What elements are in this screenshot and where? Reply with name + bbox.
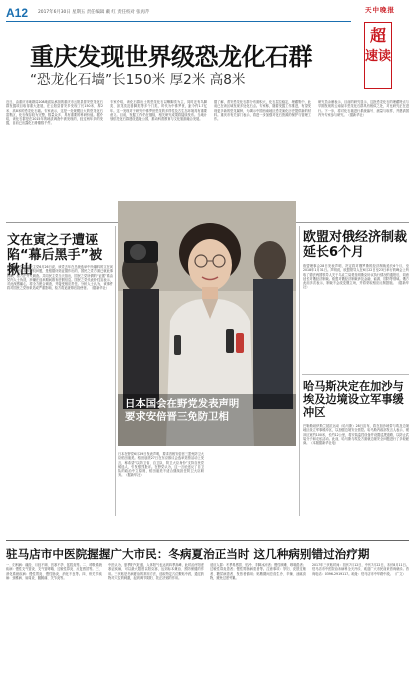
lead-column-3: 据了解，普安恐龙化石群分布面积大，化石层位稳定，埋藏集中，此前已在该区域发现多处化石点。专家称，随着发掘工作推进，有望发现更多新的恐龙属种，为揭示中国西南地区恐龙演化历史提供新的材料。重庆市有关部门表示，将进一步加强对化石资源的保护与管理工作。 [214,100,311,122]
lead-column-1: 近日，由重庆市地勘局208地质队承担的重庆市云阳县普安恐龙化石群发掘项目取得重大进展，在云阳县普安乡发现了长150米、厚2米、高8米的恐龙化石墙。专家表示，这是一处规模巨大的恐龙化石富集区，化石保存较为完整，数量众多，具有重要的科研价值。据介绍，该化石群是在2015年的地质调查中被发现的，经过两年多的发掘，目前已出露化石骨骼数千件。 [6,100,103,126]
eu-sanctions-body: 欧盟理事会28日发表声明，决定将对俄罗斯的经济制裁延长6个月，至2018年1月31日。声明说，欧盟领导人在6月22日至23日举行的峰会上听取了德法两国领导人关于乌克兰局势及明斯克协议执行情况的通报后，同意延长对俄经济制裁。欧盟对俄经济制裁涉及金融、能源、国防等领域。俄方此前多次表示，制裁不会改变俄立场，并将采取相应反制措施。（据新华社） [303,264,409,290]
bottom-column-4: 2017年三伏贴时间：初伏7月12日，中伏7月22日，末伏8月11日。驻马店市中医院治未病科全天开诊，欢迎广大市民前来咨询就诊。咨询电话：0396-2919117。地址：驻马店市中华路中段。（广文） [312,563,409,576]
column-divider [115,226,116,516]
bottom-article-title: 驻马店市中医院握握广大市民：冬病夏治正当时 这几种病别错过治疗期 [6,547,370,561]
badge-line-2: 速读 [365,49,392,64]
photo-story-body-cont [209,452,296,514]
page-number: A12 [6,6,29,20]
lead-column-2: 专家介绍，该化石群出土的恐龙化石以蜥脚类为主，同时还有鸟脚类、剑龙类及兽脚类等多个门类，时代为中侏罗世，距今约1.7亿年。这一发现对于研究中侏罗世恐龙的多样性及古生态环境具有重要意义。目前，发掘工作仍在继续，相关研究成果将陆续发布。当地计划依托化石群建设遗址公园，推动科普教育与文化旅游融合发展。 [110,100,207,122]
photo-story-body: 日本在野党6月29日发表声明，要求首相安倍晋三罢免防卫大臣稻田朋美。稻田朋美27日在东京都议会选举造势活动上发言，称希望“以防卫省、自卫队、防卫大臣身份”支持自民党候选人，引发强烈批评。在野党认为，这一言论违反了自卫队的政治中立原则，稻田朋美不适合继续担任防卫大臣职务。（据新华社） [118,452,204,478]
page-meta: 2017年6月30日 星期五 责任编辑 戴 红 责任校对 张再芹 [38,10,150,15]
bottom-column-1: 一、妇科病：痛经、月经不调、宫寒不孕、盆腔炎等。二、呼吸系统疾病：慢性支气管炎、支气管哮喘、过敏性鼻炎、反复感冒等。三、消化系统疾病：慢性胃炎、慢性肠炎、消化不良等。四、骨关节疾病：颈椎病、肩周炎、腰腿痛、关节炎等。 [6,563,102,580]
lead-subtitle: “恐龙化石墙”长150米 厚2米 高8米 [30,72,246,88]
badge-line-1: 超 [369,26,386,45]
column-divider [299,226,300,516]
photo-caption [125,398,239,424]
bottom-column-2: 中医认为，夏季阳气旺盛，人体阳气也达到四季高峰，此时治疗阳虚寒证疾病，可以最大限度以阳克寒，达到标本兼治、预防保健的作用。三伏贴是冬病夏治的常用方法，选取特定穴位敷贴中药，通过药物对穴位的刺激，起到调节阴阳、扶正祛邪的作用。 [108,563,204,580]
aside-body: 韩国执政党共同民主党6月26日说，该党去年在总统选举中所爆料的文在寅之子文俊溶求职特权问题，是根据伪造证据作出的，国民之党方面已就此事致歉，检方正介入调查。共同民主党当天指出，国民之党所谓的“证据”系由党内人士伪造，涉嫌在选举期间散布虚假信息。国民之党代表朴柱宣表示，对此深感痛心，将全力配合调查，并接受相应责任。分析人士认为，该事件将对国民之党形象造成严重影响，检方将追查幕后指使者。（据新华社） [7,265,113,291]
section-divider [302,374,409,375]
lead-title: 重庆发现世界级恐龙化石群 [30,43,312,71]
header-rule [6,21,351,22]
hamas-title: 哈马斯决定在加沙与埃及边境设立军事缓冲区 [303,380,404,419]
newspaper-logo: 天中晚报 [365,6,395,14]
photo-caption-line-2: 要求安倍晋三免防卫相 [125,411,229,423]
hamas-body: 巴勒斯坦伊斯兰抵抗运动（哈马斯）28日宣布，将在加沙地带与埃及边境地区设立军事缓冲区，以加强边境安全管控。哈马斯内政部发言人表示，缓冲区宽约100米，长约12公里，将安装监控设备并设置巡逻道路，以防止武装分子和走私活动。此前，哈马斯与埃及方面就边境安全问题进行了多轮磋商。（本版据新华社电） [303,424,409,446]
section-divider [6,540,409,541]
lead-column-4: 研究员余雁表示，目前的研究显示，这批恐龙化石的埋藏特点与早期发现的云南禄丰恐龙化石群具有相似之处，对比研究正在进行。下一步，将对化石墙进行系统编号、测量与取样，并邀请国内外专家参与研究。（据新华社） [318,100,409,117]
bottom-column-3: 适应人群：冬季易感冒、怕冷、手脚冰凉者；慢性咳嗽、哮喘患者；过敏性鼻炎患者；慢性胃肠病患者等。注意事项：孕妇、皮肤过敏者、糖尿病患者、发热者慎用；贴敷期间忌食生冷、辛辣、油腻食物，避免过度劳累。 [210,563,306,580]
eu-sanctions-title: 欧盟对俄经济制裁延长6个月 [303,230,408,260]
section-badge [364,22,392,89]
aside-title: 文在寅之子遭诬陷“幕后黑手”被揪出 [7,233,103,278]
photo-caption-line-1: 日本国会在野党发表声明 [125,398,240,410]
